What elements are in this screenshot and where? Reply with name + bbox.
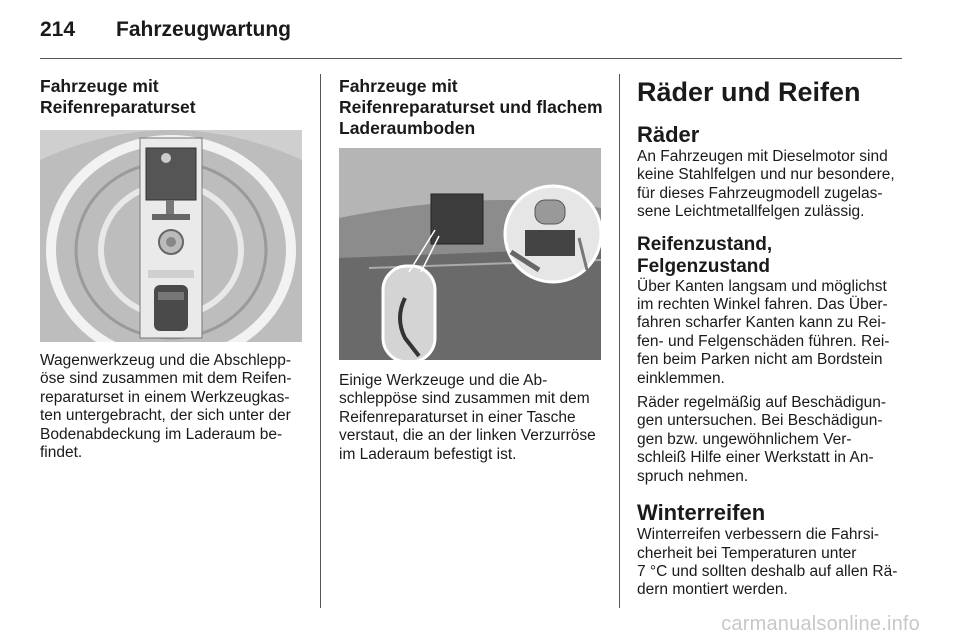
header-rule [40,58,902,59]
column-tool-bag [339,76,603,464]
subheading-wheels: Räder [637,122,700,147]
column-divider-1 [320,74,321,608]
column-tool-box [40,76,304,462]
section-heading: Fahrzeuge mit Reifenreparaturset [40,76,196,117]
subheading-tyre-condition: Reifenzustand, Felgenzustand [637,233,773,277]
page-header [40,18,902,58]
chapter-section-title: Räder und Reifen [637,77,861,107]
tool-box-figure [40,130,302,342]
column-wheels-tyres [637,76,905,600]
winter-tyres-paragraph: Winterreifen verbessern die Fahrsi- cherheit bei Temperaturen unter 7 °C und sollten deshalb auf allen Rä- dern montiert werden. [637,526,898,599]
tool-bag-figure [339,148,601,360]
subheading-winter-tyres: Winterreifen [637,500,766,526]
tyre-condition-paragraph: Über Kanten langsam und möglichst im rechten Winkel fahren. Das Über- fahren scharfer Kanten kann zu Rei- fen- und Felgenschäden führen. Rei- fen beim Parken nicht am Bordstein einklemmen. [637,277,890,387]
wheels-paragraph: An Fahrzeugen mit Dieselmotor sind keine Stahlfelgen und nur besondere, für dieses Fahrzeugmodell zugelas- sene Leichtmetallfelgen zulässig. [637,148,895,221]
page-number: 214 [40,18,76,41]
section-heading: Fahrzeuge mit Reifenreparaturset und flachem Laderaumboden [339,76,603,138]
inspection-paragraph: Räder regelmäßig auf Beschädigun- gen untersuchen. Bei Beschädigun- gen bzw. ungewöhnlichem Ver- schleiß Hilfe einer Werkstatt in An- spruch nehmen. [637,394,886,485]
tool-bag-illustration [339,148,601,360]
tool-bag-description: Einige Werkzeuge und die Ab- schleppöse sind zusammen mit dem Reifenreparaturset in einer Tasche verstaut, die an der linken Verzurröse im Laderaum befestigt ist. [339,372,596,463]
tool-box-description: Wagenwerkzeug und die Abschlepp- öse sind zusammen mit dem Reifen- reparaturset in einem Werkzeugkas- ten untergebracht, der sich unter der Bodenabdeckung im Laderaum be- findet. [40,352,292,462]
column-divider-2 [619,74,620,608]
chapter-title: Fahrzeugwartung [116,18,292,41]
watermark: carmanualsonline.info [721,613,920,635]
tool-box-illustration [40,130,302,342]
